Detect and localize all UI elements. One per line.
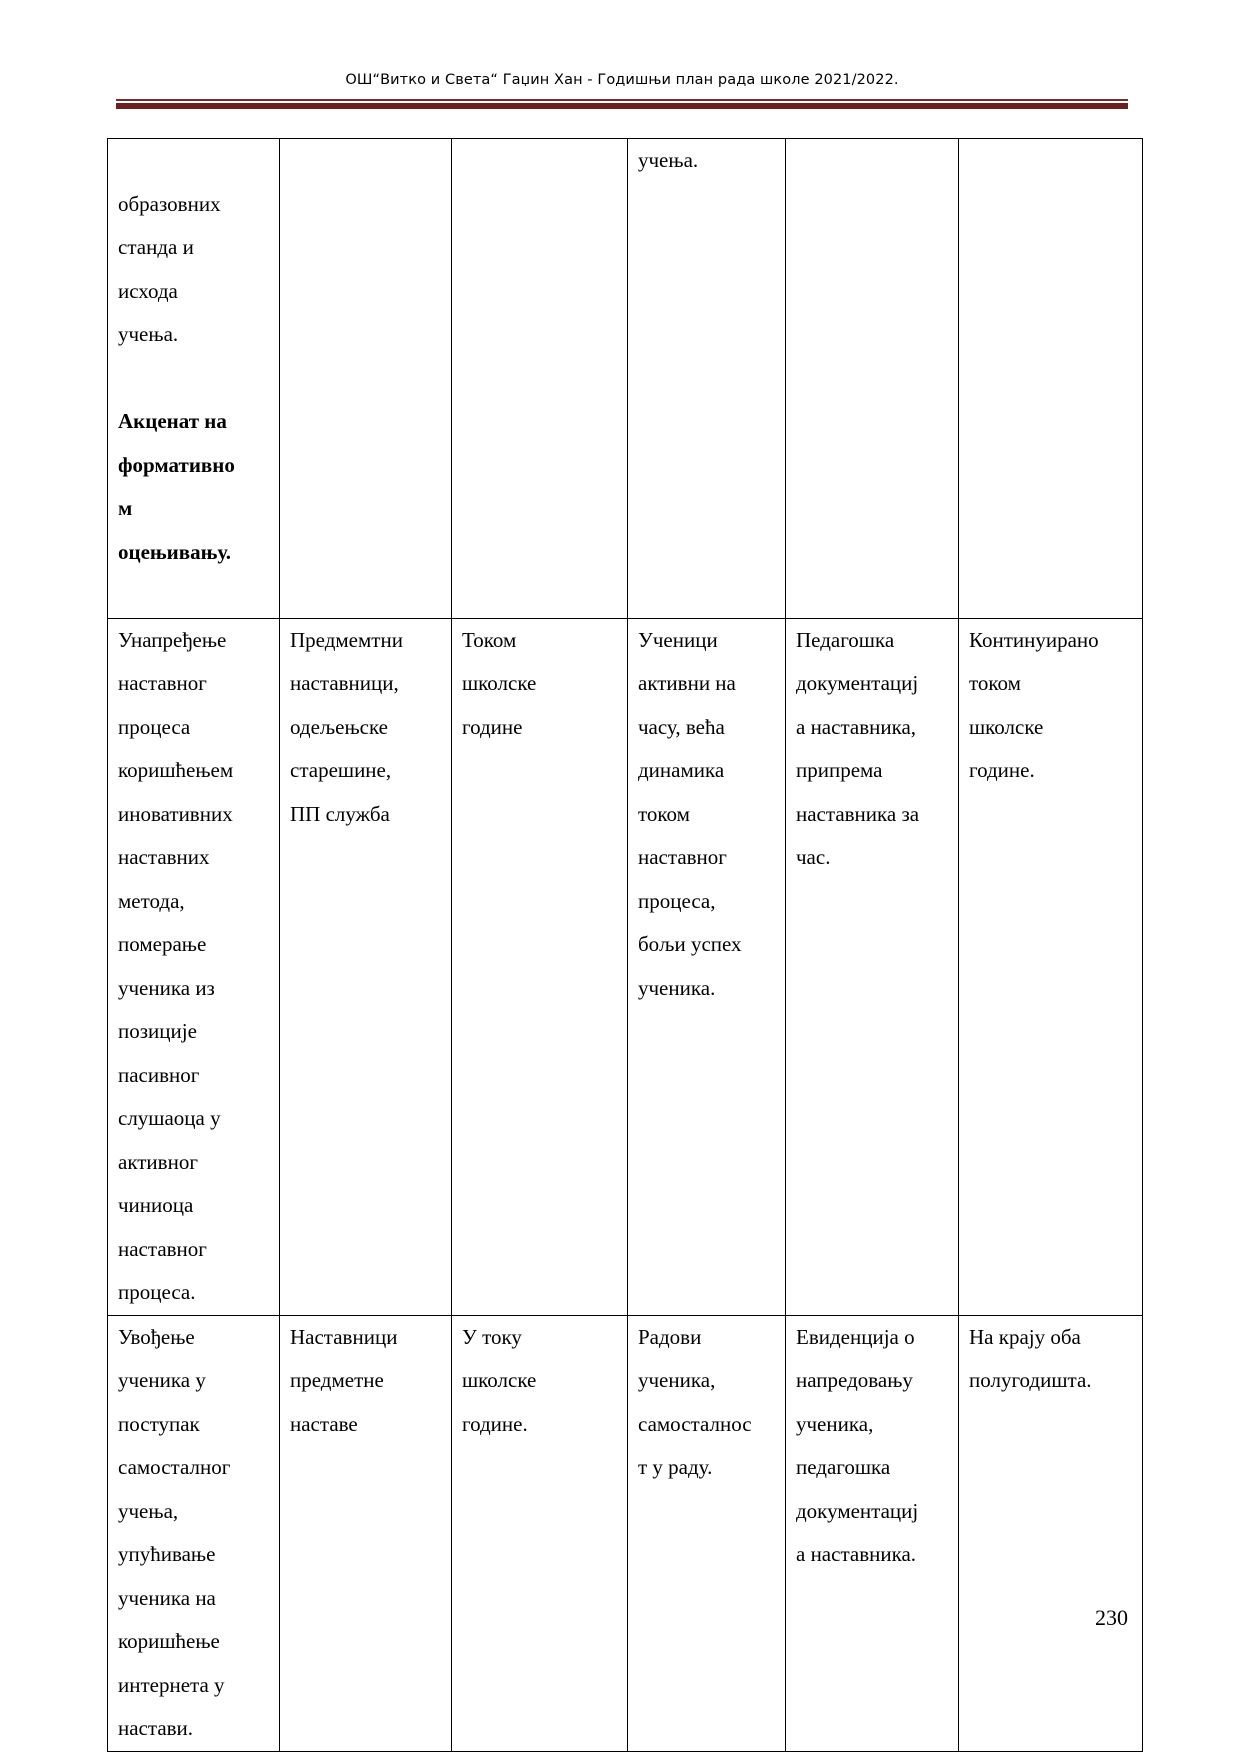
table-cell: Унапређење наставног процеса коришћењем иновативних наставних метода, померање ученика из позиције пасивног слушаоца у активног чиниоца наставног процеса. <box>108 618 280 1315</box>
table-row <box>108 618 1143 1315</box>
table-cell <box>280 139 452 619</box>
table-cell: учења. <box>628 139 786 619</box>
table-row <box>108 139 1143 619</box>
table-cell <box>108 139 280 619</box>
cell-text: образовних станда и исхода учења. <box>118 191 221 346</box>
plan-table <box>107 138 1143 1752</box>
page-header: ОШ“Витко и Света“ Гаџин Хан - Годишњи план рада школе 2021/2022. <box>345 72 899 88</box>
cell-emphasis: Акценат на формативно м оцењивању. <box>118 409 235 564</box>
table-cell: На крају оба полугодишта. <box>959 1315 1143 1751</box>
table-cell: Предмемтни наставници, одељењске старешине, ПП служба <box>280 618 452 1315</box>
table-cell: Увођење ученика у поступак самосталног учења, упућивање ученика на коришћење интернета у настави. <box>108 1315 280 1751</box>
table-cell: У току школске године. <box>452 1315 628 1751</box>
table-cell: Током школске године <box>452 618 628 1315</box>
table-cell: Континуирано током школске године. <box>959 618 1143 1315</box>
table-cell <box>452 139 628 619</box>
table-cell <box>959 139 1143 619</box>
header-divider-thick <box>116 103 1128 109</box>
table-cell: Евиденција о напредовању ученика, педагошка документациј а наставника. <box>786 1315 959 1751</box>
table-cell <box>786 139 959 619</box>
table-cell: Педагошка документациј а наставника, припрема наставника за час. <box>786 618 959 1315</box>
table-cell: Наставници предметне наставе <box>280 1315 452 1751</box>
table-row <box>108 1315 1143 1751</box>
table-cell: Ученици активни на часу, већа динамика током наставног процеса, бољи успех ученика. <box>628 618 786 1315</box>
header-divider-thin <box>116 99 1128 101</box>
page-number: 230 <box>1095 1605 1128 1630</box>
table-cell: Радови ученика, самосталнос т у раду. <box>628 1315 786 1751</box>
